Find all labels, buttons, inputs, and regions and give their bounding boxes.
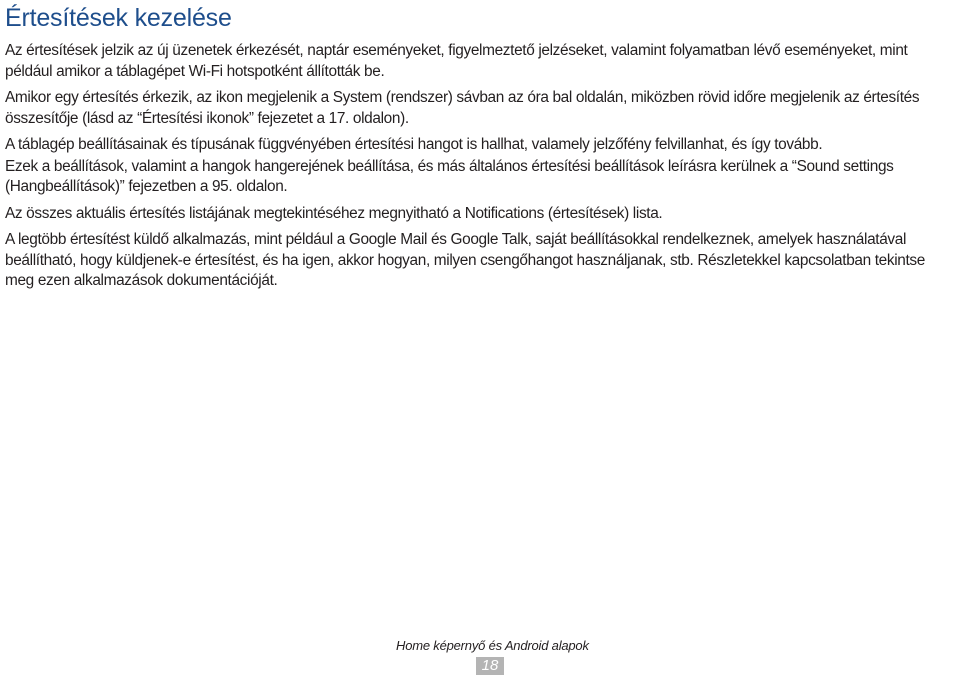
footer-section-label: Home képernyő és Android alapok — [396, 638, 589, 653]
paragraph-sound-settings: Ezek a beállítások, valamint a hangok hangerejének beállítása, és más általános értesítési beállítások leírásra kerülnek a “Sound settings (Hangbeállítások)” fejezetben a 95. oldalon. — [5, 157, 894, 195]
page-number: 18 — [476, 657, 504, 675]
paragraph-notification-sound: A táblagép beállításainak és típusának függvényében értesítési hangot is hallhat, valamely jelzőfény felvillanhat, és így tovább. — [5, 136, 823, 153]
paragraph-notifications-list: Az összes aktuális értesítés listájának megtekintéséhez megnyitható a Notifications (értesítések) lista. — [5, 204, 663, 222]
page-title: Értesítések kezelése — [5, 4, 232, 32]
paragraph-notifications-intro: Az értesítések jelzik az új üzenetek érkezését, naptár eseményeket, figyelmeztető jelzéseket, valamint folyamatban lévő eseményeket, mint például amikor a táblagépet Wi-Fi hotspotként állították be. — [5, 42, 908, 80]
paragraph-app-settings: A legtöbb értesítést küldő alkalmazás, mint például a Google Mail és Google Talk, saját beállításokkal rendelkeznek, amelyek használatával beállítható, hogy küldjenek-e értesítést, és ha igen, akkor hogyan, milyen csengőhangot használjanak, stb. Részletekkel kapcsolatban tekintse meg ezen alkalmazások dokumentációját. — [5, 231, 925, 289]
body-text — [5, 41, 957, 298]
paragraph-notification-arrival: Amikor egy értesítés érkezik, az ikon megjelenik a System (rendszer) sávban az óra bal oldalán, miközben rövid időre megjelenik az értesítés összesítője (lásd az “Értesítési ikonok” fejezetet a 17. oldalon). — [5, 89, 920, 127]
